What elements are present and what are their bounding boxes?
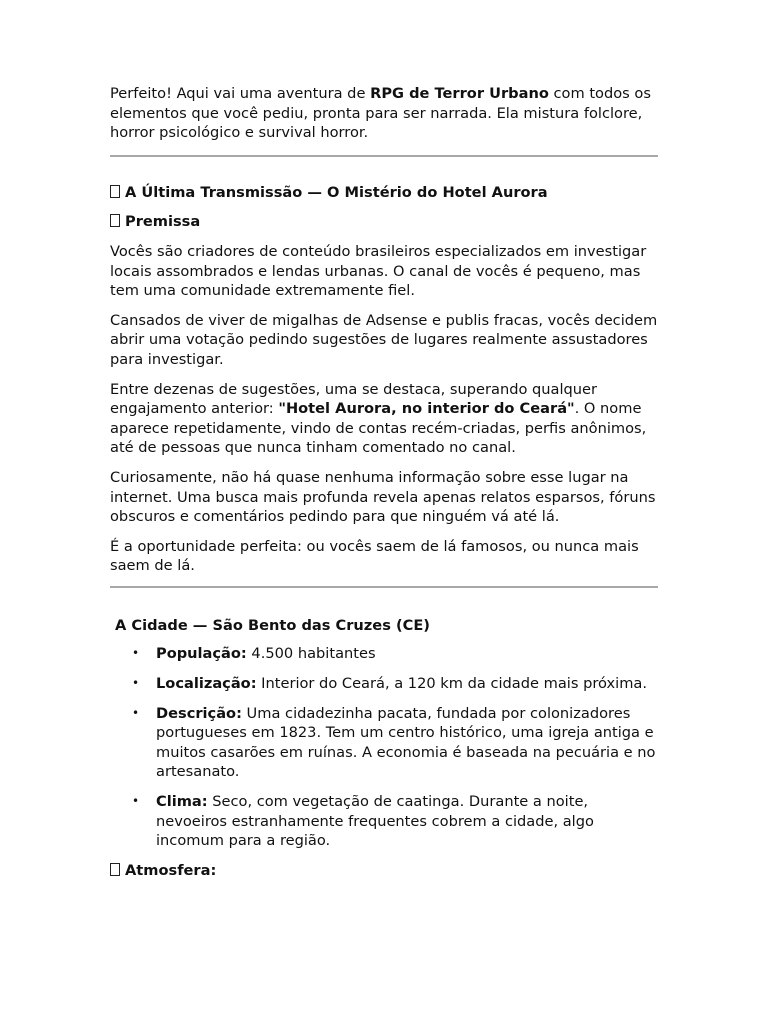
premise-paragraph-1: Vocês são criadores de conteúdo brasileiros especializados em investigar locais assombrados e lendas urbanas. O canal de vocês é pequeno, mas tem uma comunidade extremamente fiel. bbox=[110, 242, 647, 300]
fact-value: 4.500 habitantes bbox=[246, 645, 376, 663]
city-heading-text: A Cidade — São Bento das Cruzes (CE) bbox=[115, 616, 430, 634]
fact-value: Interior do Ceará, a 120 km da cidade mais próxima. bbox=[256, 675, 647, 693]
list-item bbox=[132, 792, 658, 851]
city-facts-list bbox=[110, 644, 658, 850]
premise-heading bbox=[110, 212, 658, 232]
intro-genre-bold: RPG de Terror Urbano bbox=[370, 85, 549, 102]
atmosphere-heading bbox=[110, 861, 658, 881]
fact-label: Descrição: bbox=[156, 704, 242, 722]
intro-paragraph bbox=[110, 84, 658, 143]
premise-p3-end: . O nome aparece repetidamente, vindo de contas recém-criadas, perfis anônimos, até de pessoas que nunca tinham comentado no canal. bbox=[110, 400, 647, 457]
section-divider-2 bbox=[110, 586, 658, 588]
section-divider-1 bbox=[110, 155, 658, 157]
adventure-title bbox=[110, 183, 658, 203]
fact-label: Clima: bbox=[156, 793, 208, 811]
list-item bbox=[132, 704, 658, 782]
list-item bbox=[132, 644, 658, 664]
hotel-name-bold: "Hotel Aurora, no interior do Ceará" bbox=[278, 400, 575, 418]
bullet-icon: • bbox=[132, 794, 140, 809]
adventure-title-text: A Última Transmissão — O Mistério do Hotel Aurora bbox=[125, 183, 548, 201]
bullet-icon: • bbox=[132, 676, 140, 691]
fact-label: Localização: bbox=[156, 675, 257, 693]
premise-paragraph-4: Curiosamente, não há quase nenhuma informação sobre esse lugar na internet. Uma busca mais profunda revela apenas relatos esparsos, fóruns obscuros e comentários pedindo para que ninguém vá até lá. bbox=[110, 468, 656, 526]
missing-glyph-icon bbox=[110, 214, 120, 227]
premise-paragraph-5: É a oportunidade perfeita: ou vocês saem de lá famosos, ou nunca mais saem de lá. bbox=[110, 537, 639, 575]
fact-value: Uma cidadezinha pacata, fundada por colonizadores portugueses em 1823. Tem um centro histórico, uma igreja antiga e muitos casarões em ruínas. A economia é baseada na pecuária e no artesanato. bbox=[156, 704, 656, 781]
city-heading bbox=[110, 616, 658, 636]
intro-text-end: com todos os elementos que você pediu, pronta para ser narrada. Ela mistura folclore, horror psicológico e survival horror. bbox=[110, 85, 651, 142]
bullet-icon: • bbox=[132, 705, 140, 720]
fact-label: População: bbox=[156, 645, 247, 663]
bullet-icon: • bbox=[132, 646, 140, 661]
missing-glyph-icon bbox=[110, 863, 120, 876]
intro-text-start: Perfeito! Aqui vai uma aventura de bbox=[110, 85, 371, 102]
premise-paragraph-2: Cansados de viver de migalhas de Adsense e publis fracas, vocês decidem abrir uma votação pedindo sugestões de lugares realmente assustadores para investigar. bbox=[110, 311, 658, 368]
missing-glyph-icon bbox=[110, 185, 120, 198]
fact-value: Seco, com vegetação de caatinga. Durante a noite, nevoeiros estranhamente frequentes cobrem a cidade, algo incomum para a região. bbox=[156, 793, 594, 850]
atmosphere-heading-text: Atmosfera: bbox=[125, 861, 217, 879]
premise-paragraph-3 bbox=[110, 380, 658, 458]
premise-heading-text: Premissa bbox=[125, 213, 201, 231]
premise-p3-start: Entre dezenas de sugestões, uma se destaca, superando qualquer engajamento anterior: bbox=[110, 380, 598, 418]
document-page bbox=[110, 84, 658, 880]
list-item bbox=[132, 674, 658, 694]
